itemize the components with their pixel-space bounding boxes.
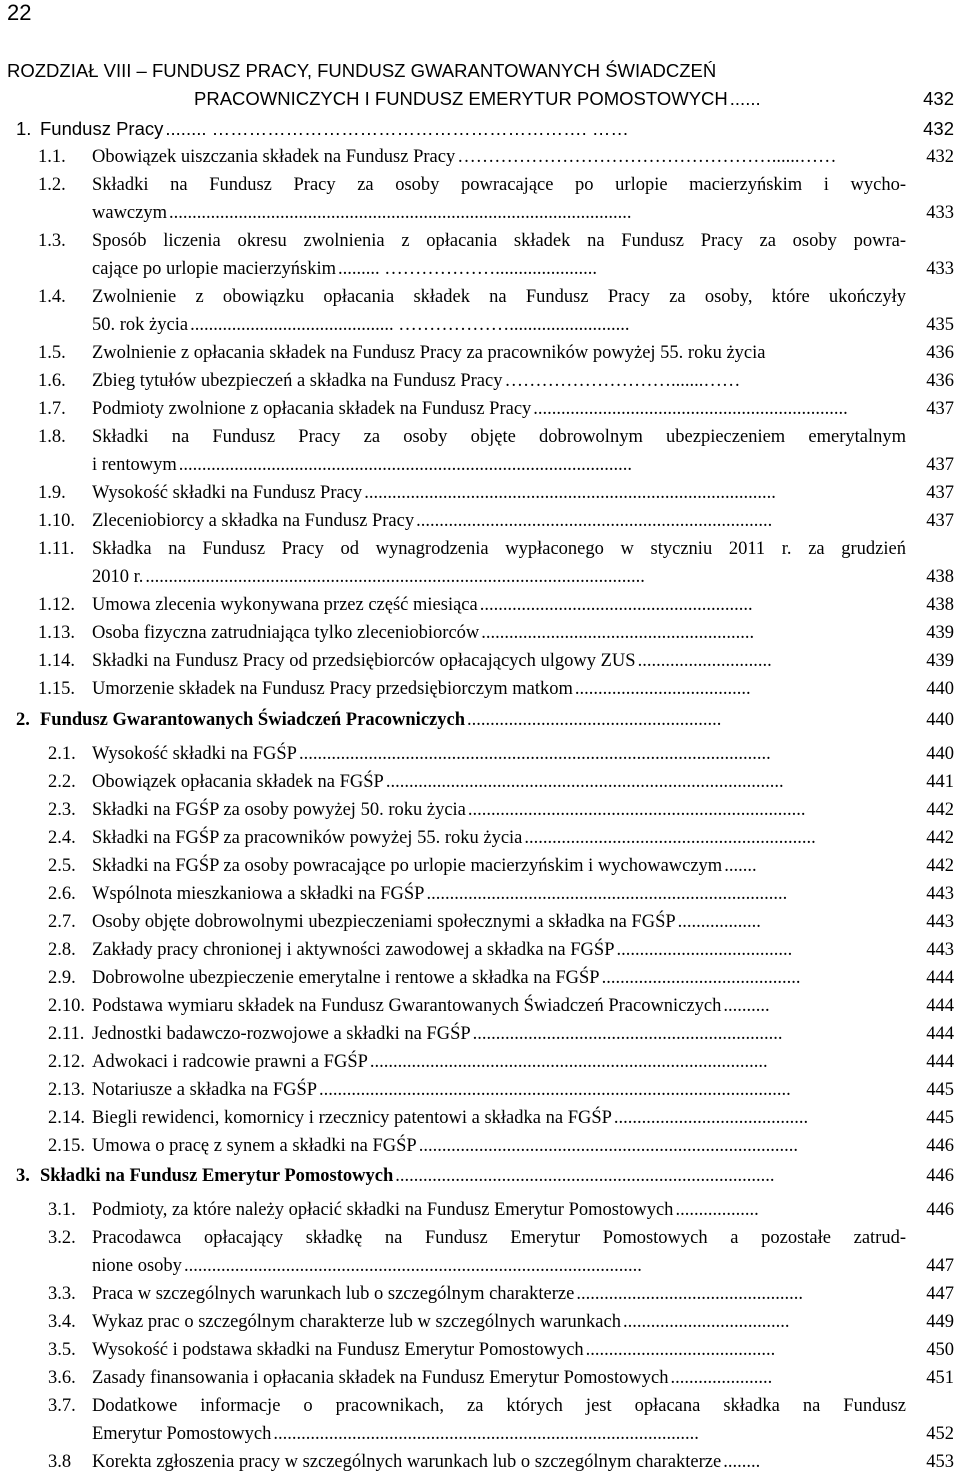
entry-title: Pracodawca opłacający składkę na Fundusz Emerytur Pomostowych a pozostałe zatrud- [92,1228,906,1248]
toc-entry-3-1[interactable] [48,1196,954,1224]
entry-number: 3.5. [48,1340,76,1360]
entry-title-continued: i rentowym [92,455,177,475]
entry-number: 2.11. [48,1024,85,1044]
toc-entry-2-3[interactable] [48,796,954,824]
dot-leader: .................................................................................. [395,1166,775,1186]
dot-leader: ........................................... [601,968,801,988]
entry-title: Sposób liczenia okresu zwolnienia z opłacania składek na Fundusz Pracy za osoby powra- [92,231,906,251]
entry-page: 432 [926,147,954,167]
entry-page: 442 [926,828,954,848]
dot-leader: ........ [723,1452,761,1472]
toc-entry-3-5[interactable] [48,1336,954,1364]
entry-title: Składki na FGŚP za osoby powracające po urlopie macierzyńskim i wychowawczym [92,856,723,876]
entry-title: Praca w szczególnych warunkach lub o szczególnym charakterze [92,1284,575,1304]
entry-number: 2.5. [48,856,76,876]
entry-page: 441 [926,772,954,792]
entry-number: 1.7. [38,399,66,419]
toc-entry-1-2-cont[interactable] [92,199,954,227]
entry-title: Podmioty zwolnione z opłacania składek na Fundusz Pracy [92,399,532,419]
dot-leader: .................................................................................................... [169,203,632,223]
entry-title: Notariusze a składka na FGŚP [92,1080,318,1100]
dot-leader: .................................... [622,1312,790,1332]
entry-number: 1.6. [38,371,66,391]
toc-entry-1-12[interactable] [38,591,954,619]
entry-page: 445 [926,1080,954,1100]
entry-page: 440 [926,710,954,730]
toc-entry-2[interactable] [16,706,954,734]
entry-number: 2.8. [48,940,76,960]
entry-number: 1.8. [38,427,66,447]
page-number: 22 [7,0,32,25]
entry-title: Fundusz Gwarantowanych Świadczeń Pracowniczych [40,710,465,730]
toc-entry-2-9[interactable] [48,964,954,992]
entry-number: 2. [16,710,30,730]
dot-leader: ....................................................... [467,710,722,730]
entry-number: 3.6. [48,1368,76,1388]
dot-leader: ............................................................................................ [273,1424,699,1444]
toc-entry-1-7[interactable] [38,395,954,423]
entry-page: 433 [926,203,954,223]
entry-page: 445 [926,1108,954,1128]
entry-page: 446 [926,1200,954,1220]
entry-page: 446 [926,1136,954,1156]
dot-leader: ...................................................................................... [385,772,784,792]
entry-number: 1.1. [38,147,66,167]
entry-title: Obowiązek opłacania składek na FGŚP [92,772,384,792]
toc-entry-3[interactable] [16,1162,954,1190]
entry-number: 2.7. [48,912,76,932]
entry-page: 444 [926,1052,954,1072]
entry-page: 446 [926,1166,954,1186]
toc-entry-1-5[interactable] [38,339,954,367]
entry-number: 3. [16,1166,30,1186]
entry-page: 440 [926,744,954,764]
entry-page: 436 [926,343,954,363]
entry-page: 438 [926,567,954,587]
entry-title: Składki na Fundusz Pracy od przedsiębiorców opłacających ulgowy ZUS [92,651,636,671]
entry-number: 1.9. [38,483,66,503]
entry-title: Wykaz prac o szczególnym charakterze lub w szczególnych warunkach [92,1312,621,1332]
entry-number: 1.13. [38,623,75,643]
dot-leader: ...................................... [574,679,751,699]
entry-title: Zasady finansowania i opłacania składek na Fundusz Emerytur Pomostowych [92,1368,669,1388]
entry-title: Wysokość i podstawa składki na Fundusz Emerytur Pomostowych [92,1340,584,1360]
entry-title: Biegli rewidenci, komornicy i rzecznicy patentowi a składka na FGŚP [92,1108,612,1128]
toc-entry-1-8[interactable] [38,423,906,451]
toc-entry-1-4[interactable] [38,283,906,311]
entry-number: 2.6. [48,884,76,904]
entry-page: 444 [926,1024,954,1044]
entry-page: 444 [926,968,954,988]
entry-title: Umorzenie składek na Fundusz Pracy przedsiębiorczym matkom [92,679,573,699]
entry-number: 1.5. [38,343,66,363]
toc-entry-2-1[interactable] [48,740,954,768]
dot-leader: ............................. [637,651,772,671]
entry-page: 450 [926,1340,954,1360]
toc-entry-1-1[interactable] [38,143,954,171]
entry-number: 2.15. [48,1136,85,1156]
toc-entry-2-11[interactable] [48,1020,954,1048]
entry-number: 2.14. [48,1108,85,1128]
chapter-page: 432 [923,88,954,109]
entry-title: Obowiązek uiszczania składek na Fundusz Pracy [92,147,456,167]
entry-page: 444 [926,996,954,1016]
entry-page: 452 [926,1424,954,1444]
entry-number: 1.2. [38,175,66,195]
dot-leader: ................................................................... [472,1024,783,1044]
dot-leader: ......................................................................................... [364,483,776,503]
entry-number: 3.4. [48,1312,76,1332]
entry-title: Dodatkowe informacje o pracownikach, za których jest opłacana składka na Fundusz [92,1396,906,1416]
entry-title-continued: 50. rok życia [92,315,189,335]
toc-entry-3-6[interactable] [48,1364,954,1392]
entry-number: 3.2. [48,1228,76,1248]
entry-page: 433 [926,259,954,279]
toc-entry-3-2[interactable] [48,1224,906,1252]
toc-entry-1-3-cont[interactable] [92,255,954,283]
toc-entry-2-2[interactable] [48,768,954,796]
entry-page: 439 [926,623,954,643]
entry-title: Dobrowolne ubezpieczenie emerytalne i rentowe a składka na FGŚP [92,968,600,988]
toc-entry-3-7-cont[interactable] [92,1420,954,1448]
entry-title: Umowa o pracę z synem a składki na FGŚP [92,1136,417,1156]
entry-page: 451 [926,1368,954,1388]
dot-leader: ................................................. [576,1284,803,1304]
entry-title: Składka na Fundusz Pracy od wynagrodzenia wypłaconego w styczniu 2011 r. za grudzień [92,539,906,559]
entry-title-continued: nione osoby [92,1256,182,1276]
dot-leader: ……………………………………………......…… [457,147,837,167]
entry-title: Zbieg tytułów ubezpieczeń a składka na Fundusz Pracy [92,371,503,391]
toc-entry-1-11[interactable] [38,535,906,563]
entry-number: 2.3. [48,800,76,820]
dot-leader: ...................................................................................................... [319,1080,791,1100]
dot-leader: ............................................ ……………….......................... [190,315,630,335]
entry-page: 436 [926,371,954,391]
entry-title: Adwokaci i radcowie prawni a FGŚP [92,1052,368,1072]
entry-number: 1.14. [38,651,75,671]
chapter-title-1: ROZDZIAŁ VIII – FUNDUSZ PRACY, FUNDUSZ GWARANTOWANYCH ŚWIADCZEŃ [7,60,717,81]
toc-entry-1[interactable] [16,115,954,143]
dot-leader: .................................................................................. [418,1136,798,1156]
entry-number: 2.10. [48,996,85,1016]
toc-entry-1-9[interactable] [38,479,954,507]
dot-leader: .................. [677,912,761,932]
entry-number: 2.1. [48,744,76,764]
entry-page: 453 [926,1452,954,1472]
dot-leader: ................................................................................................... [183,1256,642,1276]
toc-entry-3-2-cont[interactable] [92,1252,954,1280]
toc-entry-1-6[interactable] [38,367,954,395]
dot-leader: .......................................... [613,1108,809,1128]
entry-page: 437 [926,511,954,531]
dot-leader: .................................................................... [533,399,848,419]
entry-title-continued: Emerytur Pomostowych [92,1424,272,1444]
entry-page: 438 [926,595,954,615]
entry-title: Zwolnienie z obowiązku opłacania składek na Fundusz Pracy za osoby, które ukończyły [92,287,906,307]
toc-entry-2-8[interactable] [48,936,954,964]
entry-page: 439 [926,651,954,671]
dot-leader: ......................................... [585,1340,776,1360]
toc-entry-2-15[interactable] [48,1132,954,1160]
entry-page: 443 [926,940,954,960]
entry-number: 3.8 [48,1452,72,1472]
toc-entry-2-12[interactable] [48,1048,954,1076]
toc-entry-2-6[interactable] [48,880,954,908]
dot-leader: ......................................................................... [467,800,806,820]
entry-page: 432 [923,118,954,139]
entry-number: 1.11. [38,539,75,559]
entry-title: Fundusz Pracy [40,118,164,139]
toc-entry-1-4-cont[interactable] [92,311,954,339]
dot-leader: .......... [723,996,770,1016]
dot-leader: ...................................... [616,940,793,960]
entry-number: 3.1. [48,1200,76,1220]
entry-number: 1.12. [38,595,75,615]
dot-leader: ...................... [670,1368,773,1388]
dot-leader: ...... [729,88,761,109]
entry-number: 2.12. [48,1052,85,1072]
entry-number: 1. [16,118,32,139]
entry-number: 2.13. [48,1080,85,1100]
entry-title: Wysokość składki na FGŚP [92,744,297,764]
entry-title-continued: 2010 r. [92,567,144,587]
toc-entry-1-11-cont[interactable] [92,563,954,591]
dot-leader: ......... ………………...................... [338,259,597,279]
dot-leader: ........................................................... [479,595,753,615]
chapter-heading-line-1 [7,57,907,85]
entry-number: 1.15. [38,679,75,699]
entry-title: Podstawa wymiaru składek na Fundusz Gwarantowanych Świadczeń Pracowniczych [92,996,722,1016]
dot-leader: .................................................................................................. [178,455,633,475]
entry-number: 2.4. [48,828,76,848]
dot-leader: ........ ……………………………………………………. …… [165,118,629,139]
dot-leader: ............................................................... [524,828,816,848]
toc-entry-1-8-cont[interactable] [92,451,954,479]
entry-page: 447 [926,1256,954,1276]
entry-page: 437 [926,455,954,475]
entry-page: 435 [926,315,954,335]
toc-entry-2-10[interactable] [48,992,954,1020]
chapter-heading-line-2 [194,85,954,113]
toc-entry-2-7[interactable] [48,908,954,936]
toc-entry-2-4[interactable] [48,824,954,852]
entry-number: 1.10. [38,511,75,531]
toc-entry-1-15[interactable] [38,675,954,703]
entry-title: Zleceniobiorcy a składka na Fundusz Pracy [92,511,415,531]
dot-leader: ....... [724,856,757,876]
entry-title: Jednostki badawczo-rozwojowe a składki na FGŚP [92,1024,471,1044]
dot-leader: ............................................................................. [416,511,773,531]
entry-number: 3.7. [48,1396,76,1416]
entry-page: 437 [926,399,954,419]
entry-title: Składki na FGŚP za pracowników powyżej 55. roku życia [92,828,523,848]
entry-title: Składki na Fundusz Pracy za osoby objęte dobrowolnym ubezpieczeniem emerytalnym [92,427,906,447]
entry-page: 442 [926,856,954,876]
dot-leader: .............................................................................. [426,884,788,904]
entry-title: Podmioty, za które należy opłacić składki na Fundusz Emerytur Pomostowych [92,1200,674,1220]
dot-leader: .................. [675,1200,759,1220]
toc-entry-1-2[interactable] [38,171,906,199]
entry-title: Korekta zgłoszenia pracy w szczególnych warunkach lub o szczególnym charakterze [92,1452,722,1472]
dot-leader: ...................................................................................... [369,1052,768,1072]
toc-entry-1-14[interactable] [38,647,954,675]
toc-entry-3-8[interactable] [48,1448,954,1476]
entry-number: 2.2. [48,772,76,792]
entry-title: Osoba fizyczna zatrudniająca tylko zleceniobiorców [92,623,480,643]
entry-page: 443 [926,912,954,932]
dot-leader: ........................................................... [481,623,755,643]
toc-entry-1-3[interactable] [38,227,906,255]
entry-title-continued: cające po urlopie macierzyńskim [92,259,336,279]
entry-page: 447 [926,1284,954,1304]
toc-entry-2-5[interactable] [48,852,954,880]
entry-title: Wspólnota mieszkaniowa a składki na FGŚP [92,884,425,904]
entry-title-continued: wawczym [92,203,167,223]
dot-leader: ...................................................................................................... [298,744,771,764]
entry-title: Składki na FGŚP za osoby powyżej 50. roku życia [92,800,466,820]
entry-title: Wysokość składki na Fundusz Pracy [92,483,363,503]
entry-page: 449 [926,1312,954,1332]
entry-number: 2.9. [48,968,76,988]
entry-title: Składki na Fundusz Emerytur Pomostowych [40,1166,394,1186]
toc-entry-2-13[interactable] [48,1076,954,1104]
dot-leader: ……………………….......…… [504,371,741,391]
entry-title: Zakłady pracy chronionej i aktywności zawodowej a składka na FGŚP [92,940,615,960]
entry-title: Umowa zlecenia wykonywana przez część miesiąca [92,595,478,615]
entry-title: Zwolnienie z opłacania składek na Fundusz Pracy za pracowników powyżej 55. roku życia [92,343,766,363]
toc-entry-2-14[interactable] [48,1104,954,1132]
entry-page: 442 [926,800,954,820]
toc-entry-3-7[interactable] [48,1392,906,1420]
chapter-title-2: PRACOWNICZYCH I FUNDUSZ EMERYTUR POMOSTOWYCH [194,88,728,109]
entry-page: 437 [926,483,954,503]
entry-page: 443 [926,884,954,904]
entry-number: 1.4. [38,287,66,307]
entry-title: Składki na Fundusz Pracy za osoby powracające po urlopie macierzyńskim i wycho- [92,175,906,195]
entry-number: 1.3. [38,231,66,251]
entry-page: 440 [926,679,954,699]
entry-number: 3.3. [48,1284,76,1304]
toc-entry-3-3[interactable] [48,1280,954,1308]
toc-entry-3-4[interactable] [48,1308,954,1336]
dot-leader: ............................................................................................................ [145,567,645,587]
toc-entry-1-10[interactable] [38,507,954,535]
entry-title: Osoby objęte dobrowolnymi ubezpieczeniami społecznymi a składka na FGŚP [92,912,676,932]
toc-entry-1-13[interactable] [38,619,954,647]
